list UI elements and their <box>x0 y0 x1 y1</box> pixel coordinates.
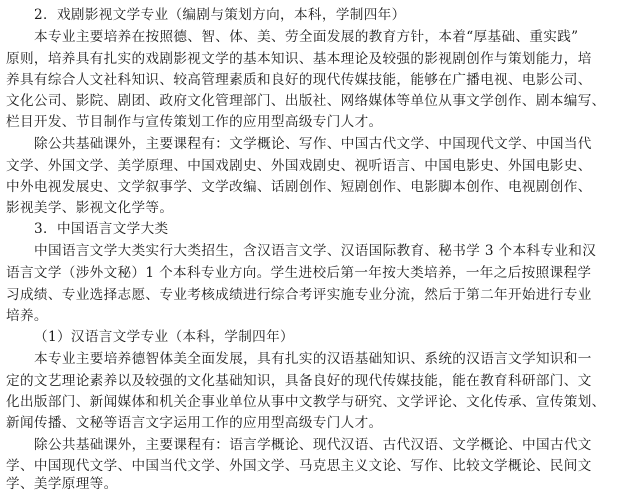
paragraph-line: 影视美学、影视文化学等。 <box>6 200 174 216</box>
paragraph-line: 语言文学（涉外文秘）1 个本科专业方向。学生进校后第一年按大类培养，一年之后按照课程学 <box>6 265 592 281</box>
paragraph-line: 除公共基础课外，主要课程有：语言学概论、现代汉语、古代汉语、文学概论、中国古代文 <box>34 437 592 453</box>
section-heading-drama-film-literature: 2．戏剧影视文学专业（编剧与策划方向，本科，学制四年） <box>34 7 406 23</box>
paragraph-line: 养具有综合人文社科知识、较高管理素质和良好的现代传媒技能，能够在广播电视、电影公司、 <box>6 72 592 88</box>
paragraph-line: 新闻传播、文秘等语言文字运用工作的应用型高级专门人才。 <box>6 415 383 431</box>
paragraph-line: 中外电视发展史、文学叙事学、文学改编、话剧创作、短剧创作、电影脚本创作、电视剧创作、 <box>6 179 592 195</box>
paragraph-line: 本专业主要培养在按照德、智、体、美、劳全面发展的教育方针，本着“厚基础、重实践” <box>34 29 579 45</box>
paragraph-line: 习成绩、专业选择志愿、专业考核成绩进行综合考评实施专业分流，然后于第二年开始进行专业 <box>6 287 592 303</box>
paragraph-line: 定的文艺理论素养以及较强的文化基础知识，具备良好的现代传媒技能，能在教育科研部门、文 <box>6 373 592 389</box>
paragraph-line: 培养。 <box>6 308 48 324</box>
paragraph-line: 学、美学原理等。 <box>6 476 118 492</box>
paragraph-line: 文化公司、影院、剧团、政府文化管理部门、出版社、网络媒体等单位从事文学创作、剧本编写、 <box>6 93 606 109</box>
paragraph-line: 栏目开发、节目制作与宣传策划工作的应用型高级专门人才。 <box>6 114 383 130</box>
subsection-heading-chinese-language-major: （1）汉语言文学专业（本科，学制四年） <box>34 329 294 345</box>
paragraph-line: 除公共基础课外，主要课程有：文学概论、写作、中国古代文学、中国现代文学、中国当代 <box>34 136 592 152</box>
paragraph-line: 文学、外国文学、美学原理、中国戏剧史、外国戏剧史、视听语言、中国电影史、外国电影史、 <box>6 158 592 174</box>
paragraph-line: 化出版部门、新闻媒体和机关企事业单位从事中文教学与研究、文学评论、文化传承、宣传策划、 <box>6 394 606 410</box>
paragraph-line: 中国语言文学大类实行大类招生，含汉语言文学、汉语国际教育、秘书学 3 个本科专业和汉 <box>34 243 597 259</box>
paragraph-line: 学、中国现代文学、中国当代文学、外国文学、马克思主义文论、写作、比较文学概论、民间文 <box>6 458 592 474</box>
paragraph-line: 原则，培养具有扎实的戏剧影视文学的基本知识、基本理论及较强的影视剧创作与策划能力，培 <box>6 51 592 67</box>
section-heading-chinese-language-literature: 3．中国语言文学大类 <box>34 221 169 237</box>
paragraph-line: 本专业主要培养德智体美全面发展，具有扎实的汉语基础知识、系统的汉语言文学知识和一 <box>34 351 592 367</box>
